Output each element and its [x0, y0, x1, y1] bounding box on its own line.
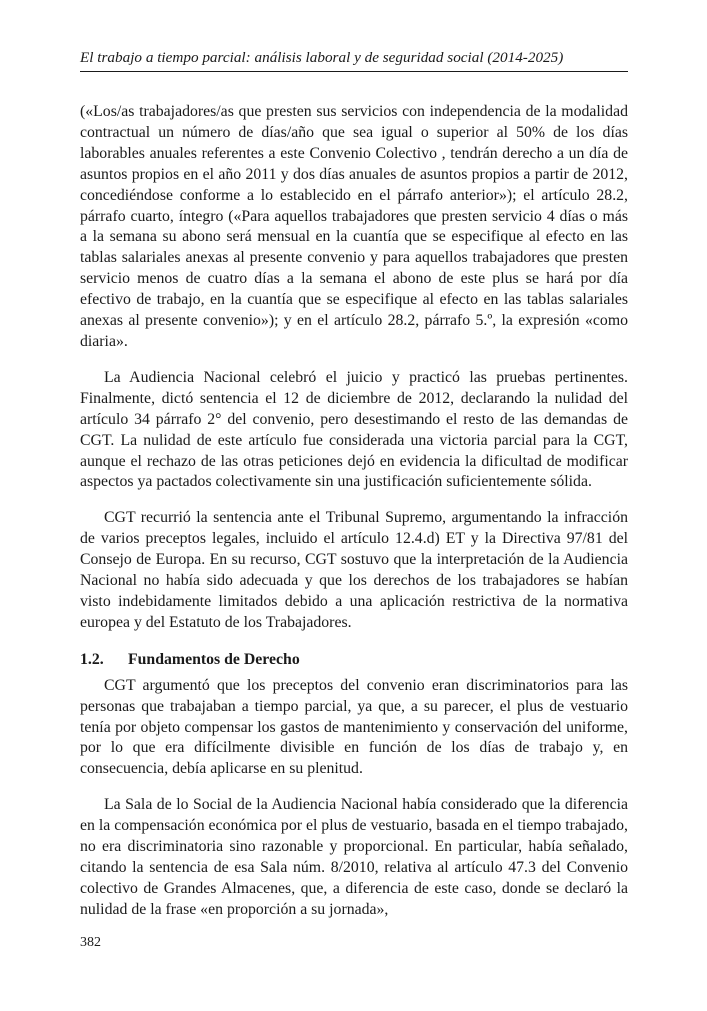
paragraph-cgt-argument: CGT argumentó que los preceptos del convenio eran discriminatorios para las personas que trabajaban a tiempo parcial, ya que, a su parecer, el plus de vestuario tenía por objeto compensar los gastos de mantenimiento y conservación del uniforme, por lo que era difícilmente divisible en función de los días de trabajo y, en consecuencia, debía aplicarse en su plenitud. — [80, 676, 628, 778]
running-title: El trabajo a tiempo parcial: análisis laboral y de seguridad social (2014-2025) — [80, 49, 564, 66]
paragraph-quote-continuation: («Los/as trabajadores/as que presten sus servicios con independencia de la modalidad contractual un número de días/año que sea igual o superior al 50% de los días laborables anuales referentes a este Convenio Colectivo , tendrán derecho a un día de asuntos propios en el año 2011 y dos días anuales de asuntos propios a partir de 2012, concediéndose conforme a lo establecido en el párrafo anterior»); el artículo 28.2, párrafo cuarto, íntegro («Para aquellos trabajadores que presten servicio 4 días o más a la semana su abono será mensual en la cuantía que se especifique al efecto en las tablas salariales anexas al presente convenio y para aquellos trabajadores que presten servicio menos de cuatro días a la semana el abono de este plus se hará por día efectivo de trabajo, en la cuantía que se especifique al efecto en las tablas salariales anexas al presente convenio»); y en el artículo 28.2, párrafo 5.º, la expresión «como diaria». — [80, 103, 628, 350]
page-number: 382 — [80, 935, 101, 950]
section-heading — [80, 649, 628, 670]
page-body — [80, 102, 628, 936]
paragraph-supreme-court-appeal: CGT recurrió la sentencia ante el Tribunal Supremo, argumentando la infracción de varios preceptos legales, incluido el artículo 12.4.d) ET y la Directiva 97/81 del Consejo de Europa. En su recurso, CGT sostuvo que la interpretación de la Audiencia Nacional no había sido adecuada y que los derechos de los trabajadores se habían visto indebidamente limitados debido a una aplicación restrictiva de la normativa europea y del Estatuto de los Trabajadores. — [80, 509, 628, 631]
paragraph-sala-social-reasoning: La Sala de lo Social de la Audiencia Nacional había considerado que la diferencia en la compensación económica por el plus de vestuario, basada en el tiempo trabajado, no era discriminatoria sino razonable y proporcional. En particular, había señalado, citando la sentencia de esa Sala núm. 8/2010, relativa al artículo 47.3 del Convenio colectivo de Grandes Almacenes, que, a diferencia de este caso, donde se declaró la nulidad de la frase «en proporción a su jornada», — [80, 796, 628, 918]
section-title: Fundamentos de Derecho — [128, 650, 300, 668]
section-number: 1.2. — [80, 650, 104, 668]
paragraph-audiencia-nacional-ruling: La Audiencia Nacional celebró el juicio y practicó las pruebas pertinentes. Finalmente, dictó sentencia el 12 de diciembre de 2012, declarando la nulidad del artículo 34 párrafo 2° del convenio, pero desestimando el resto de las demandas de CGT. La nulidad de este artículo fue considerada una victoria parcial para la CGT, aunque el rechazo de las otras peticiones dejó en evidencia la dificultad de modificar aspectos ya pactados colectivamente sin una justificación suficientemente sólida. — [80, 368, 628, 491]
running-header — [80, 48, 628, 72]
